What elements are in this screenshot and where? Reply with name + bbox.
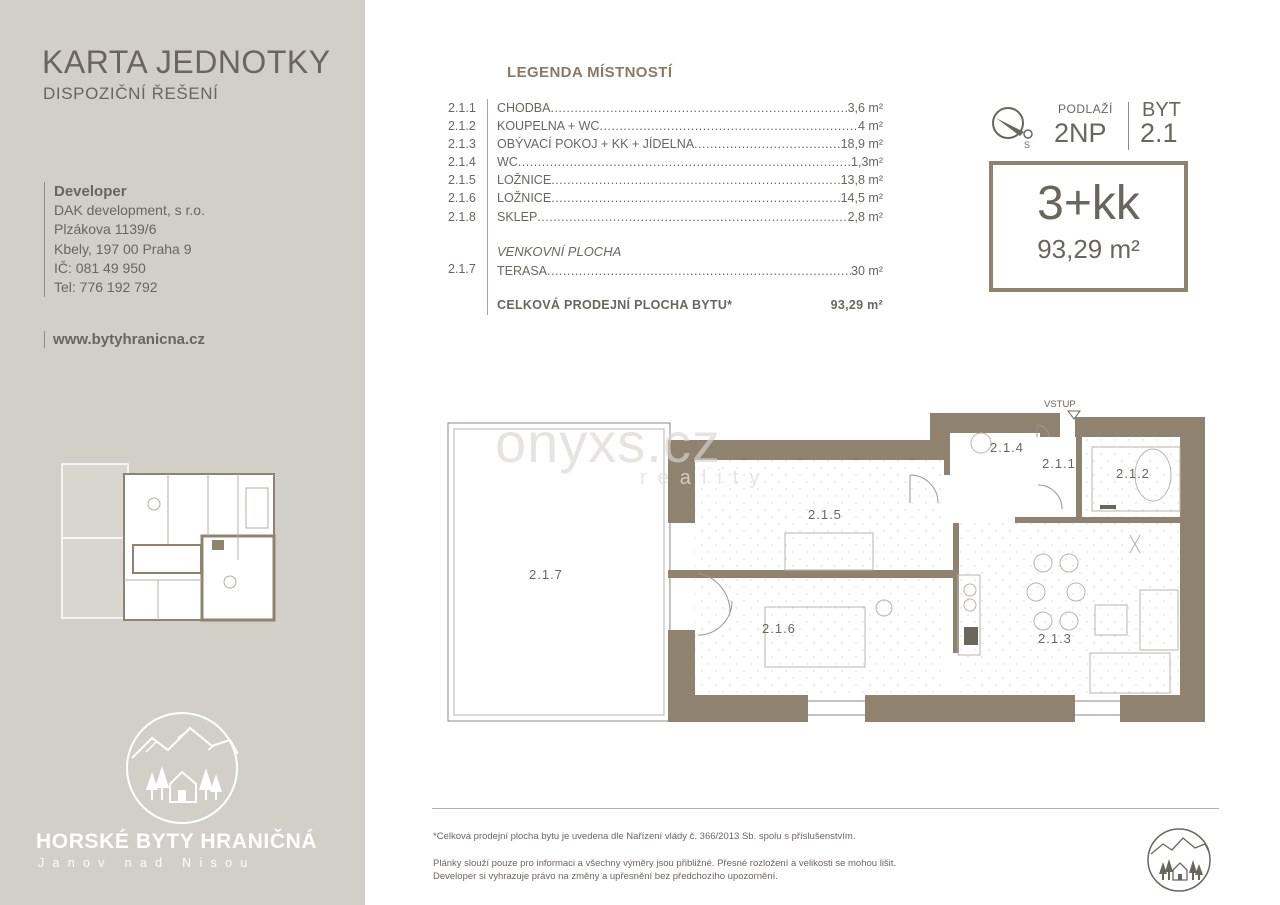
legend-row: [497, 135, 883, 153]
developer-heading: Developer: [54, 183, 127, 200]
watermark-sub: reality: [640, 467, 771, 489]
room-name: KOUPELNA + WC: [497, 119, 600, 134]
room-area: 2,8 m²: [847, 209, 883, 224]
room-area: 14,5 m²: [840, 191, 883, 206]
developer-company: DAK development, s r.o.: [54, 202, 205, 219]
room-name: TERASA: [497, 264, 548, 278]
legend-row: [497, 153, 883, 171]
footer-note-info: Plánky slouží pouze pro informaci a všechny výměry jsou přibližné. Přesné rozložení a velikosti se mohou lišit.: [433, 858, 897, 869]
legend-row: [497, 171, 883, 189]
plan-label: 2.1.3: [1038, 631, 1072, 646]
room-name: CHODBA: [497, 101, 551, 115]
unit-divider: [1128, 102, 1129, 150]
svg-text:S: S: [1024, 140, 1031, 150]
footer-note-area: *Celková prodejní plocha bytu je uvedena dle Nařízení vlády č. 366/2013 Sb. spolu s příslušenstvím.: [433, 831, 856, 842]
legend-code: 2.1.5: [448, 173, 476, 188]
developer-city: Kbely, 197 00 Praha 9: [54, 240, 192, 257]
floor-label: PODLAŽÍ: [1058, 102, 1113, 116]
room-area: 18,9 m²: [840, 137, 883, 152]
legend-row: [497, 208, 883, 226]
room-name: SKLEP: [497, 209, 538, 224]
room-area: 1,3m²: [851, 155, 883, 170]
outdoor-heading: VENKOVNÍ PLOCHA: [497, 244, 622, 259]
plan-label: 2.1.1: [1042, 456, 1076, 471]
website-link[interactable]: www.bytyhranicna.cz: [44, 331, 205, 348]
sidebar: [0, 0, 365, 905]
legend-title: LEGENDA MÍSTNOSTÍ: [507, 64, 673, 81]
legend-codes: [448, 99, 488, 315]
room-area: 4 m²: [858, 119, 883, 134]
developer-street: Plzákova 1139/6: [54, 221, 157, 238]
total-label: CELKOVÁ PRODEJNÍ PLOCHA BYTU*: [497, 298, 733, 312]
unit-type-box: [989, 161, 1188, 292]
plan-label: 2.1.2: [1116, 466, 1150, 481]
unit-number: 2.1: [1140, 118, 1178, 148]
watermark: onyxs.cz: [495, 411, 721, 474]
brand-name: HORSKÉ BYTY HRANIČNÁ: [36, 830, 318, 853]
legend-list: [497, 99, 883, 226]
total-value: 93,29 m²: [830, 298, 883, 312]
legend-code: 2.1.3: [448, 137, 476, 152]
legend-code: 2.1.7: [448, 262, 476, 276]
legend-code: 2.1.4: [448, 155, 476, 170]
plan-label: 2.1.6: [762, 621, 796, 636]
legend-row-outdoor: [497, 262, 883, 280]
developer-info: [44, 182, 205, 297]
room-name: LOŽNICE: [497, 191, 552, 206]
footer-note-rights: Developer si vyhrazuje právo na změny a upřesnění bez předchozího upozornění.: [433, 871, 778, 882]
footer-disclaimer: [433, 857, 896, 883]
legend-row: [497, 189, 883, 207]
legend-row: [497, 117, 883, 135]
legend-code: 2.1.8: [448, 209, 476, 224]
room-area: 30 m²: [851, 264, 883, 278]
room-area: 13,8 m²: [840, 173, 883, 188]
unit-layout: 3+kk: [1037, 177, 1140, 230]
unit-label: BYT: [1142, 99, 1181, 121]
developer-ic: IČ: 081 49 950: [54, 259, 146, 276]
plan-label: 2.1.4: [990, 440, 1024, 455]
brand-logo: [120, 710, 250, 830]
entrance-label: VSTUP: [1044, 399, 1076, 410]
plan-label: 2.1.7: [529, 567, 563, 582]
page-subtitle: DISPOZIČNÍ ŘEŠENÍ: [43, 84, 219, 103]
developer-tel: Tel: 776 192 792: [54, 279, 158, 296]
floor-value: 2NP: [1054, 118, 1107, 148]
legend-row: [497, 99, 883, 117]
room-name: LOŽNICE: [497, 173, 552, 188]
compass-icon: [990, 104, 1042, 150]
room-area: 3,6 m²: [847, 101, 883, 115]
legend-code: 2.1.6: [448, 191, 476, 206]
building-key-plan: [58, 460, 278, 622]
footer-divider: [432, 808, 1219, 809]
total-area: [497, 298, 883, 312]
page-title: KARTA JEDNOTKY: [42, 44, 331, 80]
unit-area: 93,29 m²: [1037, 234, 1140, 264]
legend-code: 2.1.1: [448, 101, 476, 115]
brand-location: Janov nad Nisou: [38, 856, 256, 870]
brand-logo-small: [1145, 826, 1215, 894]
room-name: OBÝVACÍ POKOJ + KK + JÍDELNA: [497, 137, 695, 152]
room-name: WC: [497, 155, 518, 170]
plan-label: 2.1.5: [808, 507, 842, 522]
legend-code: 2.1.2: [448, 119, 476, 134]
